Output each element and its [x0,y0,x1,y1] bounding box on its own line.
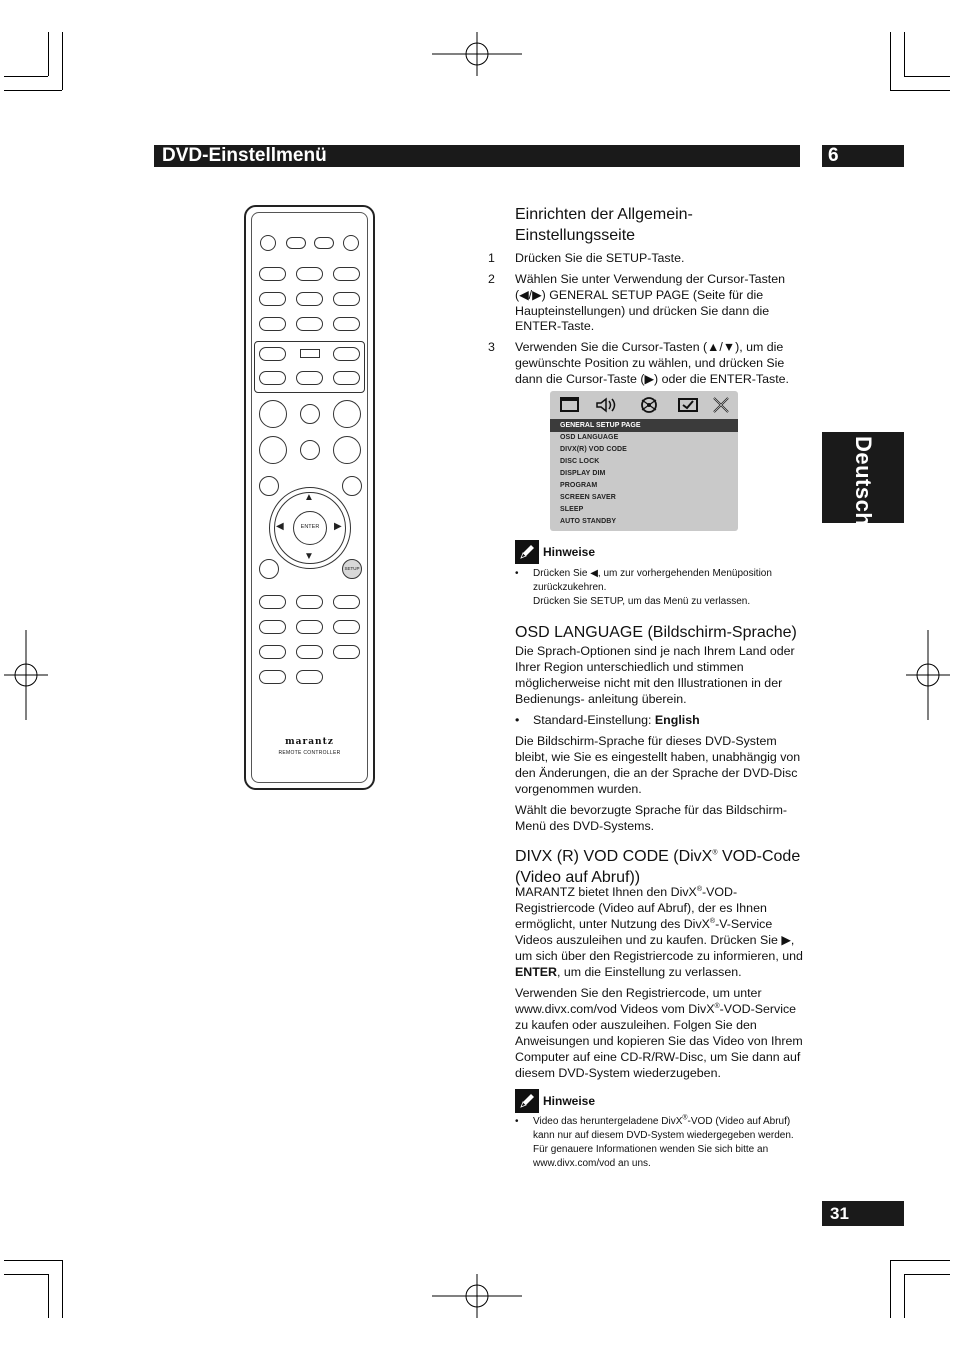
step-number: 1 [488,251,495,265]
note-text: Drücken Sie SETUP, um das Menü zu verlassen. [533,596,751,607]
crop-mark [890,90,950,91]
remote-button [296,670,323,684]
bullet: • [515,1116,519,1127]
text-run: MARANTZ bietet Ihnen den DivX [515,885,697,899]
paragraph: Die Bildschirm-Sprache für dieses DVD-System bleibt, wie Sie es eingestellt haben, unabhängig von den Änderungen, die an der Sprache der DVD-Disc vorgenommen wurden. [515,734,801,796]
crop-mark [62,1260,63,1318]
osd-highlighted-label: GENERAL SETUP PAGE [560,422,641,429]
step-number: 3 [488,340,495,354]
pencil-icon [515,540,539,564]
crop-mark [48,32,49,76]
page-title: DVD-Einstellmenü [162,145,327,166]
section-heading-osd-language: OSD LANGUAGE (Bildschirm-Sprache) [515,624,797,641]
remote-button [259,400,287,428]
chapter-number: 6 [828,145,839,166]
registered-mark: ® [682,1114,688,1122]
note-label: Hinweise [543,545,596,559]
remote-button [343,235,359,251]
text-run: -VOD-Registriercode (Video auf Abruf), der es Ihnen ermöglicht, unter Nutzung des DivX [515,885,767,931]
remote-button [333,645,360,659]
crop-mark [48,1274,49,1318]
crop-mark [890,32,891,90]
step-text: Drücken Sie die SETUP-Taste. [515,251,685,265]
remote-button [333,317,360,331]
registration-mark-left [4,630,48,720]
osd-icon-bar [550,391,738,419]
remote-button [259,645,286,659]
osd-item: DISC LOCK [560,458,600,465]
enter-keyword: ENTER [515,965,557,979]
osd-item: AUTO STANDBY [560,518,617,525]
remote-left-arrow: ◀ [276,521,284,532]
remote-button [259,595,286,609]
text-run: -VOD (Video auf Abruf) kann nur auf diesem DVD-System wiedergegeben werden. Für genauere Informationen wenden Sie sich bitte an www.divx.com/vod an uns. [533,1116,794,1169]
note-body [515,1115,805,1171]
section-heading-divx-vod [515,846,805,888]
text-run: -V-Service Videos auszuleihen und zu kaufen. Drücken Sie ▶, um sich über den Registriercode zu informieren, und [515,917,803,963]
registration-mark-top [432,32,522,76]
remote-button [259,347,286,361]
bullet: • [515,713,520,727]
pencil-icon [515,1089,539,1113]
remote-button [342,476,362,496]
note-heading [515,1089,595,1113]
chapter-box [822,145,904,167]
registered-mark: ® [709,917,716,925]
remote-button [259,267,286,281]
remote-button [333,292,360,306]
paragraph [515,985,805,1081]
crop-mark [904,76,950,77]
text-run: , um die Einstellung zu verlassen. [557,965,742,979]
remote-up-arrow: ▲ [304,492,314,503]
crop-mark [890,1260,950,1261]
remote-button [296,645,323,659]
default-setting [515,712,805,728]
remote-button [333,620,360,634]
remote-button [296,292,323,306]
remote-button [296,267,323,281]
paragraph: Die Sprach-Optionen sind je nach Ihrem Land oder Ihrer Region unterschiedlich und stimmen möglicherweise nicht mit den Illustrationen in der Bedienungs- anleitung überein. [515,644,795,706]
note-text [533,1115,805,1171]
remote-button [296,620,323,634]
section-heading-general-setup: Einrichten der Allgemein-Einstellungsseite [515,206,693,244]
language-label: Deutsch [851,436,876,527]
remote-button [259,559,279,579]
text-run: -VOD-Service zu kaufen oder auszuleihen. Folgen Sie den Anweisungen und kopieren Sie das Video von Ihrem Computer auf eine CD-R/RW-Disc, um Sie dann auf diesem DVD-System wiederzugeben. [515,1002,803,1080]
divx-body [515,884,805,1086]
note-label: Hinweise [543,1094,596,1108]
remote-button [333,267,360,281]
remote-button [259,670,286,684]
crop-mark [4,1274,48,1275]
registration-mark-bottom [432,1274,522,1318]
osd-language-body [515,643,805,839]
crop-mark [890,1260,891,1318]
remote-button [259,371,286,385]
language-tab [822,432,904,527]
remote-control-illustration [244,205,375,790]
step-2 [488,272,803,335]
remote-button [333,436,361,464]
step-text: Wählen Sie unter Verwendung der Cursor-Tasten (◀/▶) GENERAL SETUP PAGE (Seite für die Haupteinstellungen) und drücken Sie dann die ENTER-Taste. [515,272,785,334]
paragraph: Wählt die bevorzugte Sprache für das Bildschirm-Menü des DVD-Systems. [515,803,788,833]
note-text: Drücken Sie ◀, um zur vorhergehenden Menüposition zurückzukehren. [533,568,772,593]
remote-button [333,347,360,361]
registered-mark: ® [712,849,718,857]
remote-button [333,400,361,428]
audio-setup-icon [595,396,619,414]
osd-item: PROGRAM [560,482,598,489]
remote-button [314,237,334,249]
default-value: English [654,713,700,727]
remote-button [333,371,360,385]
crop-mark [904,32,905,76]
exit-icon [711,396,731,414]
remote-button [259,476,279,496]
paragraph [515,884,805,980]
osd-item: DIVX(R) VOD CODE [560,446,627,453]
remote-button [259,317,286,331]
registered-mark: ® [696,885,702,893]
crop-mark [904,1274,950,1275]
osd-setup-menu [550,391,738,531]
default-label: Standard-Einstellung: [533,713,655,727]
remote-button [300,349,320,358]
remote-button [333,595,360,609]
step-3 [488,340,803,387]
remote-button [300,440,320,460]
registered-mark: ® [714,1002,720,1010]
remote-button [300,404,320,424]
remote-button [259,436,287,464]
preference-icon [678,396,698,414]
remote-setup-label: SETUP [344,566,360,571]
step-1 [488,251,803,267]
step-number: 2 [488,272,495,286]
remote-button [296,371,323,385]
remote-button [259,292,286,306]
page-number: 31 [830,1204,849,1223]
remote-button [296,317,323,331]
text-run: Verwenden Sie den Registriercode, um unter www.divx.com/vod Videos vom DivX [515,986,762,1016]
heading-part: VOD-Code (Video auf Abruf)) [515,848,801,886]
heading-part: DIVX (R) VOD CODE (DivX [515,848,713,865]
step-text: Verwenden Sie die Cursor-Tasten (▲/▼), um die gewünschte Position zu wählen, und drücken Sie dann die Cursor-Taste (▶) oder die ENTER-Taste. [515,340,789,386]
header-bar [154,145,800,167]
general-setup-icon [560,396,580,414]
osd-item: SCREEN SAVER [560,494,616,501]
remote-button [296,595,323,609]
remote-button [286,237,306,249]
note-body [515,567,805,609]
crop-mark [904,1274,905,1318]
remote-button [259,620,286,634]
crop-mark [4,90,62,91]
crop-mark [4,76,48,77]
remote-right-arrow: ▶ [334,521,342,532]
page-number-box [822,1201,904,1226]
osd-item: SLEEP [560,506,584,513]
osd-item: DISPLAY DIM [560,470,606,477]
crop-mark [4,1260,62,1261]
bullet: • [515,568,519,579]
registration-mark-right [906,630,950,720]
remote-down-arrow: ▼ [304,551,314,562]
osd-item: OSD LANGUAGE [560,434,619,441]
crop-mark [62,32,63,90]
remote-brand-logo: marantz [285,737,334,747]
text-run: Video das heruntergeladene DivX [533,1116,683,1127]
osd-highlighted-row [550,419,738,432]
note-heading [515,540,595,564]
remote-enter-label: ENTER [300,524,320,530]
video-setup-icon [638,396,660,414]
remote-brand-sub: REMOTE CONTROLLER [278,750,341,756]
remote-button [260,235,276,251]
